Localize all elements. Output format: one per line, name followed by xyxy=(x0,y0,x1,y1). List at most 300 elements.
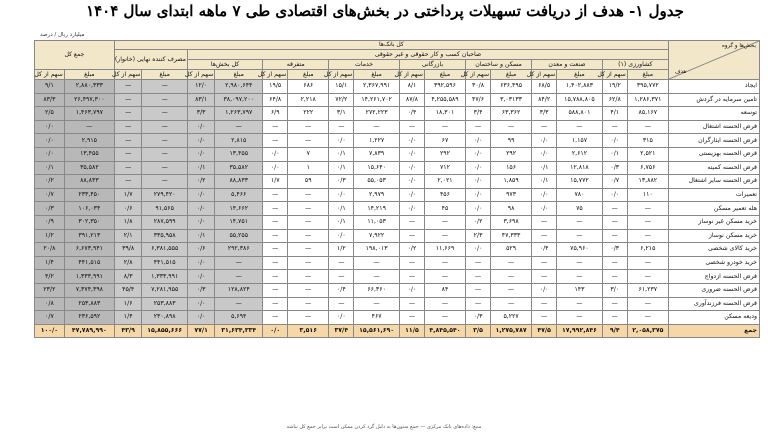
share-cell: ۳/۳ xyxy=(532,107,557,121)
table-row xyxy=(35,256,760,270)
amount-cell: ۲۵۳,۸۸۳ xyxy=(64,297,114,311)
amount-cell: — xyxy=(288,297,329,311)
amount-cell: ۱۹۸,۰۱۳ xyxy=(354,243,400,257)
table-row xyxy=(35,188,760,202)
table-row xyxy=(35,161,760,175)
corner-bottom-label: هدف xyxy=(674,69,687,75)
amount-cell: ۱۳,۴۵۵ xyxy=(215,147,263,161)
share-cell: ۰/۰ xyxy=(187,120,214,134)
row-label: جمع xyxy=(668,324,759,338)
share-cell: — xyxy=(399,120,424,134)
share-cell: ۰/۴ xyxy=(329,283,354,297)
amount-cell: ۱۲,۸۱۸ xyxy=(557,161,603,175)
amount-cell: — xyxy=(491,120,532,134)
share-cell: — xyxy=(532,256,557,270)
share-cell: — xyxy=(602,202,627,216)
share-cell: ۶/۹ xyxy=(263,107,288,121)
header-row-columns xyxy=(35,70,760,80)
amount-cell: ۸۵,۱۶۷ xyxy=(627,107,668,121)
header-row-banks xyxy=(35,41,760,50)
share-cell: — xyxy=(263,202,288,216)
share-cell: ۰/۰ xyxy=(187,297,214,311)
amount-cell: ۲۷۹,۴۲۰ xyxy=(142,188,188,202)
share-cell: ۰/۱ xyxy=(35,161,65,175)
amount-cell: ۱۰۶,۰۳۴ xyxy=(64,202,114,216)
amount-cell: ۹۸ xyxy=(491,202,532,216)
share-cell: ۳۷/۴ xyxy=(329,324,354,338)
amount-cell: ۵,۲۲۷ xyxy=(491,311,532,325)
amount-cell: — xyxy=(557,270,603,284)
share-cell: — xyxy=(399,229,424,243)
amount-cell: ۱,۲۷۵,۷۸۷ xyxy=(491,324,532,338)
amount-cell: ۲۳۶,۵۹۲ xyxy=(64,311,114,325)
share-cell: ۰/۱ xyxy=(532,161,557,175)
share-cell: ۶۸/۵ xyxy=(532,80,557,94)
amount-cell: ۲,۸۸۰,۳۳۳ xyxy=(64,80,114,94)
share-cell: ۴۳/۹ xyxy=(114,324,141,338)
amount-cell: — xyxy=(424,297,465,311)
row-label: قرض الحسنه کمیته xyxy=(668,161,759,175)
share-cell: ۳۰/۸ xyxy=(466,80,491,94)
table-row xyxy=(35,147,760,161)
amount-cell: ۶۳۶,۴۹۵ xyxy=(491,80,532,94)
amount-cell: ۶۷ xyxy=(424,134,465,148)
amount-cell: ۳۸,۰۹۷,۲۰۰ xyxy=(215,93,263,107)
amount-cell: ۱۴,۲۱۹ xyxy=(354,202,400,216)
amount-cell: ۱۷,۹۹۲,۸۴۶ xyxy=(557,324,603,338)
amount-cell: ۶,۲۱۵ xyxy=(627,243,668,257)
row-label: تعمیرات xyxy=(668,188,759,202)
share-cell: ۳/۰ xyxy=(602,283,627,297)
amount-cell: ۹۷۳ xyxy=(491,188,532,202)
share-cell: ۱/۲ xyxy=(329,243,354,257)
table-row xyxy=(35,270,760,284)
amount-cell: ۱۵,۶۴۰ xyxy=(354,161,400,175)
amount-cell: ۲۷۲,۲۲۳ xyxy=(354,107,400,121)
table-row xyxy=(35,80,760,94)
share-cell: ۱/۴ xyxy=(35,256,65,270)
amount-header: مبلغ xyxy=(64,70,114,80)
amount-cell: — xyxy=(491,297,532,311)
amount-cell: ۱,۳۳۳,۹۹۱ xyxy=(64,270,114,284)
sector-header: کل بخش‌ها xyxy=(187,60,262,70)
share-cell: ۳/۵ xyxy=(466,324,491,338)
share-header: سهم از کل xyxy=(526,70,556,78)
share-cell: ۰/۰ xyxy=(466,188,491,202)
row-label: تامین سرمایه در گردش xyxy=(668,93,759,107)
amount-cell: ۲۲۲ xyxy=(288,107,329,121)
share-cell: — xyxy=(532,229,557,243)
table-row xyxy=(35,202,760,216)
share-cell: — xyxy=(329,270,354,284)
amount-cell: ۳۹۵,۷۷۲ xyxy=(627,80,668,94)
share-cell: ۰/۰ xyxy=(399,134,424,148)
share-cell: ۰/۰ xyxy=(399,283,424,297)
table-row xyxy=(35,229,760,243)
amount-cell: ۱۵۶ xyxy=(491,161,532,175)
row-label: قرض الحسنه ایثارگران xyxy=(668,134,759,148)
amount-cell: ۱۵,۸۵۵,۶۶۶ xyxy=(142,324,188,338)
share-cell: — xyxy=(602,256,627,270)
amount-cell: — xyxy=(288,215,329,229)
amount-cell: ۷ xyxy=(288,147,329,161)
amount-cell: — xyxy=(215,256,263,270)
share-cell: ۰/۳ xyxy=(35,202,65,216)
amount-cell: — xyxy=(557,215,603,229)
share-cell: ۰/۰ xyxy=(187,256,214,270)
amount-cell: — xyxy=(354,270,400,284)
row-label: وديعه مسکن xyxy=(668,311,759,325)
share-cell: — xyxy=(532,270,557,284)
amount-cell: ۱,۲۶۳,۷۹۷ xyxy=(215,107,263,121)
amount-cell: — xyxy=(288,311,329,325)
table-row xyxy=(35,175,760,189)
amount-cell: — xyxy=(627,270,668,284)
amount-cell: ۳۵,۵۸۲ xyxy=(64,161,114,175)
share-cell: ۰/۷ xyxy=(35,188,65,202)
share-cell: ۰/۹ xyxy=(35,215,65,229)
share-cell: ۰/۰ xyxy=(187,188,214,202)
amount-cell: ۴۵ xyxy=(424,202,465,216)
share-cell: ۹/۴ xyxy=(602,324,627,338)
share-cell: — xyxy=(263,297,288,311)
amount-cell: ۴۷,۳۳۳ xyxy=(491,229,532,243)
amount-cell: ۲,۲۱۸ xyxy=(288,93,329,107)
amount-cell: ۵۸۸,۸۰۱ xyxy=(557,107,603,121)
share-cell: ۰/۴ xyxy=(399,107,424,121)
amount-cell: — xyxy=(627,256,668,270)
row-label: قرض الحسنه اشتغال xyxy=(668,120,759,134)
amount-cell: ۱,۴۶۳,۷۹۷ xyxy=(64,107,114,121)
share-cell: ۰/۰ xyxy=(187,215,214,229)
amount-cell: ۲۹۲ xyxy=(491,147,532,161)
share-cell: ۰/۰ xyxy=(329,229,354,243)
corner-header xyxy=(668,41,759,80)
row-label: خرید کالای شخصی xyxy=(668,243,759,257)
amount-cell: — xyxy=(142,147,188,161)
table-row xyxy=(35,215,760,229)
amount-cell: ۱۱,۰۵۳ xyxy=(354,215,400,229)
share-cell: — xyxy=(263,229,288,243)
amount-cell: ۵,۴۶۶ xyxy=(215,188,263,202)
share-cell: ۰/۲ xyxy=(399,243,424,257)
share-header: سهم از کل xyxy=(257,70,287,78)
amount-cell: ۱۵,۷۷۲ xyxy=(557,175,603,189)
amount-cell: — xyxy=(424,120,465,134)
amount-cell: — xyxy=(142,80,188,94)
share-cell: ۰/۰ xyxy=(399,202,424,216)
amount-header: مبلغ xyxy=(557,70,603,80)
table-row xyxy=(35,311,760,325)
share-cell: ۰/۰ xyxy=(399,147,424,161)
amount-cell: ۱۲۸,۸۲۴ xyxy=(215,283,263,297)
table-row xyxy=(35,134,760,148)
amount-cell: ۱۵,۷۸۸,۸۰۵ xyxy=(557,93,603,107)
row-label: خرید مسکن نوساز xyxy=(668,229,759,243)
share-cell: ۰/۰ xyxy=(263,324,288,338)
share-cell: ۲/۱ xyxy=(114,229,141,243)
share-cell: ۰/۰ xyxy=(329,311,354,325)
amount-cell: ۱۴,۷۵۱ xyxy=(215,215,263,229)
sector-header: کشاورزی (۱) xyxy=(602,60,668,70)
table-row xyxy=(35,107,760,121)
share-cell: ۷۲/۲ xyxy=(329,93,354,107)
total-group-header: جمع کل xyxy=(35,41,115,70)
share-cell: ۰/۱ xyxy=(329,161,354,175)
share-cell: ۸۴/۲ xyxy=(532,93,557,107)
amount-cell: ۲,۰۵۸,۳۷۵ xyxy=(627,324,668,338)
share-cell: ۰/۰ xyxy=(602,188,627,202)
share-cell: ۰/۳ xyxy=(187,283,214,297)
share-cell: ۰/۰ xyxy=(532,134,557,148)
data-table-container xyxy=(34,40,760,416)
share-cell: ۱۵/۱ xyxy=(329,80,354,94)
share-cell: ۰/۲ xyxy=(466,215,491,229)
share-cell: ۰/۰ xyxy=(263,147,288,161)
amount-cell: ۵۲۹ xyxy=(491,243,532,257)
amount-cell: — xyxy=(627,297,668,311)
amount-cell: — xyxy=(557,256,603,270)
sector-header: متفرقه xyxy=(263,60,329,70)
amount-cell: — xyxy=(491,283,532,297)
share-cell: ۲۳/۲ xyxy=(35,283,65,297)
share-cell: ۸/۱ xyxy=(399,80,424,94)
amount-cell: ۱,۱۵۷ xyxy=(557,134,603,148)
share-cell: ۰/۰ xyxy=(399,161,424,175)
share-cell: ۴/۱ xyxy=(602,107,627,121)
share-cell: ۰/۳ xyxy=(602,243,627,257)
amount-cell: ۶۱,۲۳۷ xyxy=(627,283,668,297)
share-cell: — xyxy=(114,80,141,94)
share-cell: ۰/۰ xyxy=(329,188,354,202)
amount-cell: ۶,۶۷۳,۹۴۱ xyxy=(64,243,114,257)
amount-cell: — xyxy=(354,120,400,134)
amount-cell: ۳۵,۵۸۲ xyxy=(215,161,263,175)
share-cell: ۶۴/۸ xyxy=(263,93,288,107)
share-cell: ۰/۱ xyxy=(187,161,214,175)
amount-cell: ۴۴۱,۵۱۵ xyxy=(64,256,114,270)
share-cell: ۰/۰ xyxy=(187,270,214,284)
share-cell: — xyxy=(114,93,141,107)
share-cell: — xyxy=(263,120,288,134)
amount-cell: ۵۵,۰۵۳ xyxy=(354,175,400,189)
amount-cell: ۸۸,۸۳۳ xyxy=(64,175,114,189)
share-cell: ۰/۰ xyxy=(466,134,491,148)
row-label: خرید مسکن غیر نوساز xyxy=(668,215,759,229)
share-cell: ۰/۰ xyxy=(263,161,288,175)
share-cell: ۰/۷ xyxy=(35,311,65,325)
row-label: قرض الحسنه ضروری xyxy=(668,283,759,297)
share-cell: ۱/۷ xyxy=(114,188,141,202)
share-cell: ۷۷/۱ xyxy=(187,324,214,338)
amount-cell: ۱۳,۸۸۲ xyxy=(627,175,668,189)
share-cell: — xyxy=(602,311,627,325)
amount-cell: — xyxy=(215,297,263,311)
amount-cell: ۴۷,۷۸۹,۹۹۰ xyxy=(64,324,114,338)
share-cell: ۰/۰ xyxy=(466,147,491,161)
amount-cell: ۴۶۷ xyxy=(354,311,400,325)
share-cell: — xyxy=(114,134,141,148)
share-cell: — xyxy=(399,297,424,311)
share-header: سهم از کل xyxy=(460,70,490,78)
share-cell: ۰/۶ xyxy=(114,202,141,216)
amount-cell: ۱۱,۶۶۹ xyxy=(424,243,465,257)
share-cell: — xyxy=(532,120,557,134)
banks-all-header: کل بانک‌ها xyxy=(114,41,668,50)
share-cell: ۸۷/۸ xyxy=(399,93,424,107)
total-row xyxy=(35,324,760,338)
share-cell: — xyxy=(263,283,288,297)
share-cell: — xyxy=(466,283,491,297)
consumer-group-header: مصرف کننده نهایی (خانوار) xyxy=(114,50,187,70)
amount-cell: ۱۳,۴۵۵ xyxy=(64,147,114,161)
table-row xyxy=(35,93,760,107)
amount-cell: — xyxy=(288,270,329,284)
share-cell: ۰/۰ xyxy=(399,175,424,189)
amount-cell: — xyxy=(491,270,532,284)
amount-cell: — xyxy=(424,270,465,284)
amount-cell: ۳,۰۳۱۳۳ xyxy=(491,93,532,107)
share-cell: ۰/۰ xyxy=(399,188,424,202)
amount-cell: ۷,۳۷۴,۳۹۸ xyxy=(64,283,114,297)
amount-cell: ۹۱,۵۶۵ xyxy=(142,202,188,216)
amount-cell: — xyxy=(557,311,603,325)
row-label: ایجاد xyxy=(668,80,759,94)
share-cell: ۰/۳ xyxy=(329,175,354,189)
amount-header: مبلغ xyxy=(288,70,329,80)
share-cell: — xyxy=(602,297,627,311)
amount-header: مبلغ xyxy=(491,70,532,80)
amount-cell: — xyxy=(215,120,263,134)
amount-cell: ۳,۵۱۶ xyxy=(288,324,329,338)
amount-cell: — xyxy=(288,188,329,202)
sector-header: مسکن و ساختمان xyxy=(466,60,532,70)
amount-cell: ۲۹۲ xyxy=(424,147,465,161)
amount-cell: ۶۳,۳۶۲ xyxy=(491,107,532,121)
share-header: سهم از کل xyxy=(394,70,423,78)
share-cell: ۳/۱ xyxy=(329,107,354,121)
amount-cell: — xyxy=(142,120,188,134)
corner-top-label: بخش‌ها و گروه xyxy=(721,43,756,49)
share-cell: — xyxy=(114,107,141,121)
amount-cell: ۶,۷۵۶ xyxy=(627,161,668,175)
amount-cell: — xyxy=(215,270,263,284)
share-cell: — xyxy=(466,270,491,284)
amount-cell: ۵۹ xyxy=(288,175,329,189)
amount-cell: ۲,۰۲۱ xyxy=(424,175,465,189)
amount-cell: ۲,۶۱۲ xyxy=(557,147,603,161)
amount-cell: — xyxy=(627,311,668,325)
share-cell: ۰/۰ xyxy=(187,202,214,216)
amount-cell: ۲۹۲,۳۸۶ xyxy=(215,243,263,257)
amount-cell: — xyxy=(354,256,400,270)
row-label: هله تعمیر مسکن xyxy=(668,202,759,216)
row-label: خرید خودرو شخصی xyxy=(668,256,759,270)
share-cell: — xyxy=(399,215,424,229)
share-cell: ۱/۸ xyxy=(114,215,141,229)
amount-cell: — xyxy=(424,215,465,229)
amount-cell: ۱,۴۰۲,۸۸۳ xyxy=(557,80,603,94)
share-cell: — xyxy=(399,270,424,284)
amount-cell: ۲,۸۱۵ xyxy=(215,134,263,148)
share-cell: — xyxy=(602,270,627,284)
amount-cell: ۷۵ xyxy=(557,202,603,216)
share-cell: — xyxy=(329,120,354,134)
amount-cell: ۶۸۶ xyxy=(288,80,329,94)
share-cell: — xyxy=(532,215,557,229)
amount-cell: ۷۸۰ xyxy=(557,188,603,202)
share-cell: — xyxy=(263,215,288,229)
share-cell: — xyxy=(263,188,288,202)
share-cell: ۰/۶ xyxy=(187,243,214,257)
amount-cell: ۹۹ xyxy=(491,134,532,148)
amount-cell: ۲۳۳,۴۵۰ xyxy=(64,188,114,202)
share-cell: — xyxy=(263,311,288,325)
share-cell: ۰/۰ xyxy=(466,175,491,189)
table-row xyxy=(35,283,760,297)
amount-cell: ۱۴۳ xyxy=(557,283,603,297)
share-cell: — xyxy=(602,229,627,243)
amount-cell: — xyxy=(288,256,329,270)
share-cell: ۳۹/۸ xyxy=(114,243,141,257)
amount-cell: ۱۴,۲۶۱,۷۰۲ xyxy=(354,93,400,107)
amount-cell: — xyxy=(557,229,603,243)
row-label: قرض الحسنه سایر اشتغال xyxy=(668,175,759,189)
share-cell: ۴۷/۶ xyxy=(466,93,491,107)
share-cell: ۲۰/۸ xyxy=(35,243,65,257)
share-cell: ۰/۱ xyxy=(329,202,354,216)
share-cell: — xyxy=(399,256,424,270)
share-cell: ۰/۱ xyxy=(187,229,214,243)
amount-cell: ۱,۳۳۳,۹۹۱ xyxy=(142,270,188,284)
share-cell: ۰/۲ xyxy=(187,175,214,189)
share-cell: ۰/۸ xyxy=(35,297,65,311)
share-cell: — xyxy=(602,120,627,134)
amount-cell: ۴۴۱,۵۱۵ xyxy=(142,256,188,270)
share-cell: ۳/۴ xyxy=(466,107,491,121)
share-cell: — xyxy=(329,256,354,270)
amount-cell: ۱,۲۸۶,۳۷۱ xyxy=(627,93,668,107)
share-cell: ۸۳/۱ xyxy=(187,93,214,107)
amount-cell: — xyxy=(491,256,532,270)
share-cell: ۴/۲ xyxy=(35,270,65,284)
amount-cell: — xyxy=(424,229,465,243)
amount-cell: ۲,۵۲۱ xyxy=(627,147,668,161)
share-cell: ۰/۰ xyxy=(602,134,627,148)
share-cell: ۰/۰ xyxy=(466,161,491,175)
sector-header: بازرگانی xyxy=(399,60,465,70)
share-cell: ۰/۰ xyxy=(532,147,557,161)
share-cell: ۴۷/۵ xyxy=(532,324,557,338)
row-label: قرض الحسنه ازدواج xyxy=(668,270,759,284)
amount-cell: — xyxy=(557,297,603,311)
amount-cell: ۳۹۲,۵۹۶ xyxy=(424,80,465,94)
share-cell: — xyxy=(114,175,141,189)
share-cell: ۰/۰ xyxy=(532,188,557,202)
amount-cell: ۲,۳۶۷,۹۹۱ xyxy=(354,80,400,94)
amount-cell: ۸۴ xyxy=(424,283,465,297)
share-cell: ۰/۰ xyxy=(35,147,65,161)
amount-cell: — xyxy=(288,283,329,297)
share-cell: ۶۲/۸ xyxy=(602,93,627,107)
amount-cell: ۳۳۵,۹۵۸ xyxy=(142,229,188,243)
share-cell: ۱۰۰/۰ xyxy=(35,324,65,338)
share-cell: — xyxy=(466,297,491,311)
amount-cell: ۷۱۲ xyxy=(424,161,465,175)
share-cell: ۰/۰ xyxy=(187,134,214,148)
share-cell: ۰/۰ xyxy=(466,202,491,216)
business-group-header: صاحبان کسب و کار حقوقی و غیر حقوقی xyxy=(187,50,668,60)
